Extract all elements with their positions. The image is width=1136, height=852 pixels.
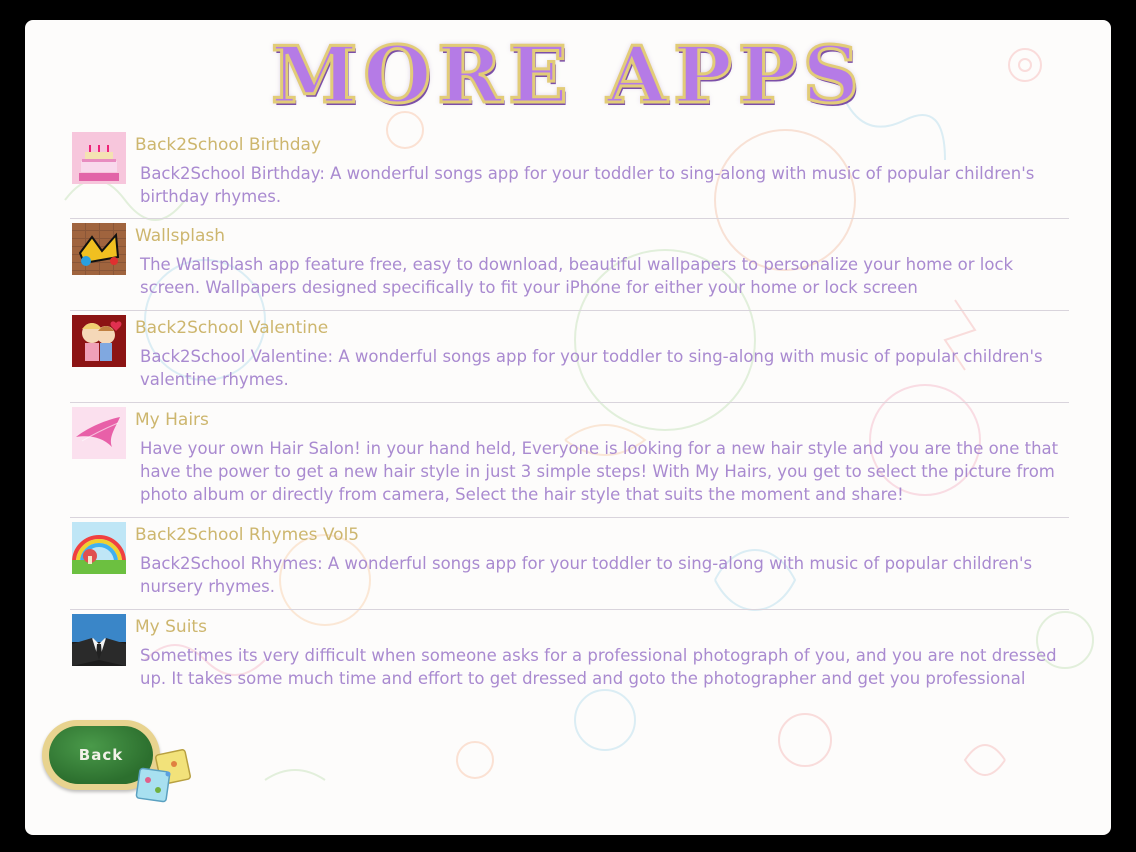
app-list[interactable]	[70, 128, 1069, 715]
app-title: Back2School Rhymes Vol5	[135, 525, 360, 545]
app-title: Back2School Valentine	[135, 318, 329, 338]
business-suit-icon[interactable]	[72, 614, 126, 666]
app-screen	[25, 20, 1111, 835]
valentine-kids-icon[interactable]	[72, 315, 126, 367]
page-title: MORE APPS	[271, 30, 865, 121]
app-title: My Hairs	[135, 410, 209, 430]
app-title: Back2School Birthday	[135, 135, 322, 155]
rainbow-meadow-icon[interactable]	[72, 522, 126, 574]
pink-hair-icon[interactable]	[72, 407, 126, 459]
app-description: Back2School Rhymes: A wonderful songs app for your toddler to sing-along with music of popular children's nursery rhymes.	[140, 554, 1033, 596]
app-description: Back2School Valentine: A wonderful songs app for your toddler to sing-along with music of popular children's valentine rhymes.	[140, 347, 1043, 389]
app-title: My Suits	[135, 617, 207, 637]
list-item[interactable]	[70, 610, 1069, 715]
app-description: Back2School Birthday: A wonderful songs app for your toddler to sing-along with music of popular children's birthday rhymes.	[140, 164, 1035, 206]
back-control[interactable]	[42, 720, 192, 810]
graffiti-wall-icon[interactable]	[72, 223, 126, 275]
list-item[interactable]	[70, 311, 1069, 403]
back-button[interactable]: Back	[49, 726, 153, 784]
list-item[interactable]	[70, 219, 1069, 311]
list-item[interactable]	[70, 403, 1069, 518]
list-item[interactable]	[70, 128, 1069, 219]
abc-blocks-icon	[134, 748, 194, 804]
app-title: Wallsplash	[135, 226, 226, 246]
app-description: The Wallsplash app feature free, easy to download, beautiful wallpapers to personalize your home or lock screen. Wallpapers designed specifically to fit your iPhone for either your home or lock screen	[140, 255, 1014, 297]
list-item[interactable]	[70, 518, 1069, 610]
app-description: Sometimes its very difficult when someone asks for a professional photograph of you, and you are not dressed up. It takes some much time and effort to get dressed and goto the photographer and get you professional	[140, 646, 1057, 688]
app-description: Have your own Hair Salon! in your hand held, Everyone is looking for a new hair style and you are the one that have the power to get a new hair style in just 3 simple steps! With My Hairs, you get to select the picture from photo album or directly from camera, Select the hair style that suits the moment and share!	[140, 439, 1059, 504]
birthday-cake-icon[interactable]	[72, 132, 126, 184]
